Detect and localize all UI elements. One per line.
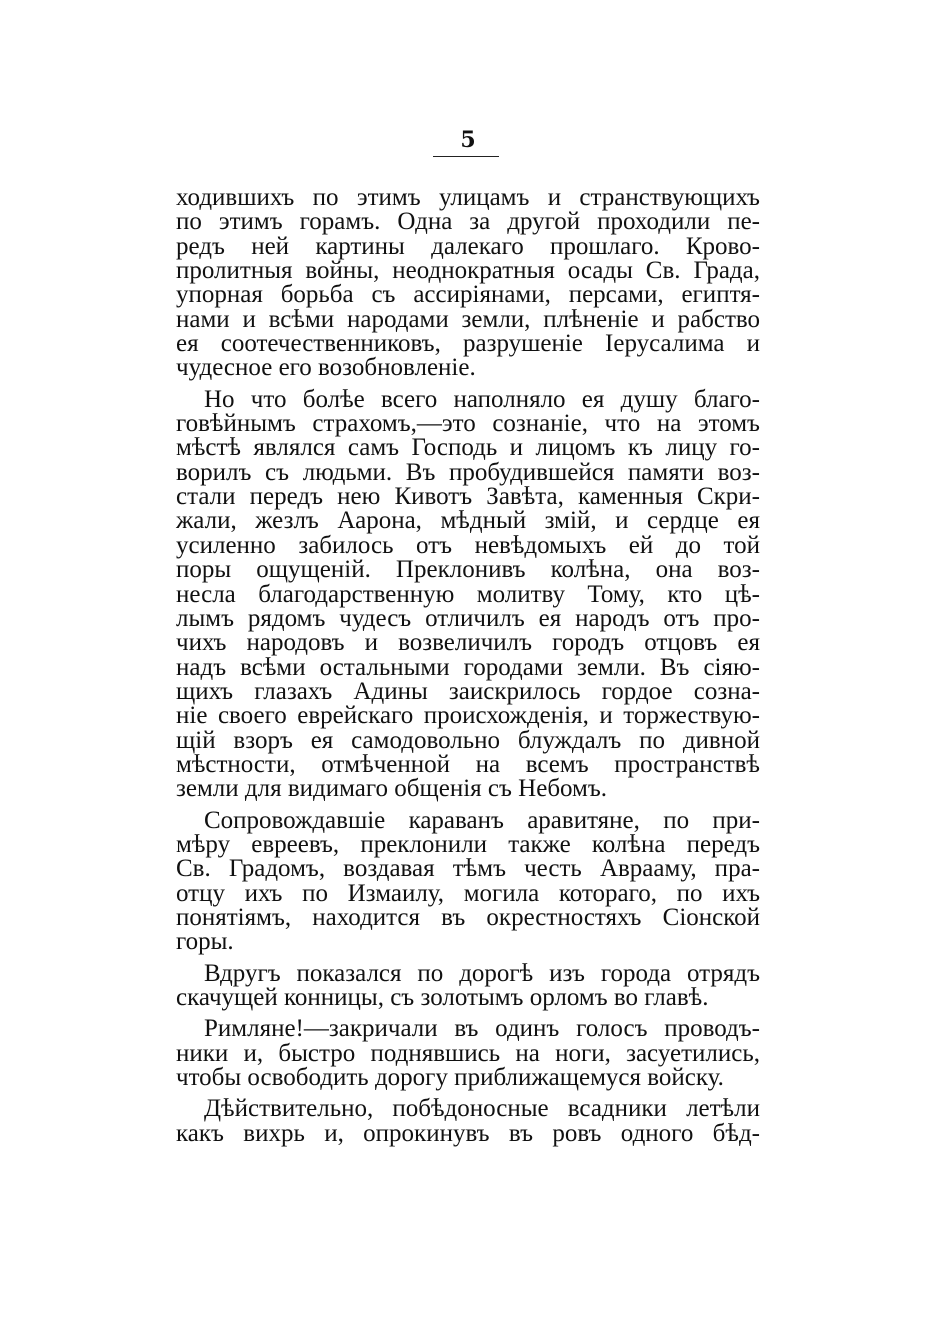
text-line: Римляне!—закричали въ одинъ голосъ проводъ-	[204, 1015, 760, 1043]
text-line: редъ ней картины далекаго прошлаго. Крово-	[176, 232, 760, 260]
paragraph	[176, 1017, 760, 1090]
text-line: чихъ народовъ и возвеличилъ городъ отцовъ ея	[176, 629, 760, 657]
text-line: мѣру евреевъ, преклонили также колѣна передъ	[176, 830, 760, 858]
body-text	[176, 186, 760, 1146]
text-line: скачущей конницы, съ золотымъ орломъ во главѣ.	[176, 984, 709, 1011]
paragraph	[176, 1097, 760, 1146]
text-line: Дѣйствительно, побѣдоносные всадники летѣли	[204, 1095, 760, 1123]
text-line: поры ощущеній. Преклонивъ колѣна, она воз-	[176, 556, 760, 584]
text-line: Св. Градомъ, воздавая тѣмъ честь Аврааму, пра-	[176, 855, 760, 883]
header-rule	[433, 156, 499, 157]
text-line: по этимъ горамъ. Одна за другой проходили пе-	[176, 208, 760, 236]
text-line: пролитныя войны, неоднократныя осады Св. Града,	[176, 257, 760, 285]
text-line: упорная борьба съ ассиріянами, персами, египтя-	[176, 281, 760, 309]
text-line: Сопровождавшіе караванъ аравитяне, по при-	[204, 806, 760, 834]
text-line: нами и всѣми народами земли, плѣненіе и рабство	[176, 305, 760, 333]
text-line: какъ вихрь и, опрокинувъ въ ровъ одного бѣд-	[176, 1119, 760, 1147]
text-line: ніе своего еврейскаго происхожденія, и торжествую-	[176, 702, 760, 730]
text-line: надъ всѣми остальными городами земли. Въ сіяю-	[176, 653, 760, 681]
text-line: жали, жезлъ Аарона, мѣдный змій, и сердце ея	[176, 507, 760, 535]
text-line: ея соотечественниковъ, разрушеніе Іерусалима и	[176, 330, 760, 358]
text-line: ники и, быстро поднявшись на ноги, засуетились,	[176, 1039, 760, 1067]
text-line: понятіямъ, находится въ окрестностяхъ Сіонской	[176, 903, 760, 931]
text-line: Но что болѣе всего наполняло ея душу благо-	[204, 385, 760, 413]
text-line: усиленно забилось отъ невѣдомыхъ ей до той	[176, 531, 760, 559]
paragraph	[176, 806, 760, 956]
text-line: земли для видимаго общенія съ Небомъ.	[176, 775, 608, 803]
text-line: говѣйнымъ страхомъ,—это сознаніе, что на этомъ	[176, 410, 760, 438]
text-line: отцу ихъ по Измаилу, могила котораго, по ихъ	[176, 879, 760, 907]
page-number: 5	[460, 127, 476, 153]
paragraph	[176, 385, 760, 803]
paragraph	[176, 186, 760, 381]
text-line: стали передъ нею Кивотъ Завѣта, каменныя Скри-	[176, 483, 760, 511]
text-line: несла благодарственную молитву Тому, кто цѣ-	[176, 580, 760, 608]
text-line: щій взоръ ея самодовольно блуждалъ по дивной	[176, 726, 760, 754]
text-line: горы.	[176, 928, 234, 956]
paragraph	[176, 959, 760, 1011]
text-line: мѣстѣ являлся самъ Господь и лицомъ къ лицу го-	[176, 434, 760, 462]
text-line: чудесное его возобновленіе.	[176, 354, 476, 382]
text-line: щихъ глазахъ Адины заискрилось гордое созна-	[176, 677, 760, 705]
text-line: ходившихъ по этимъ улицамъ и странствующихъ	[176, 184, 760, 211]
text-line: мѣстности, отмѣченной на всемъ пространствѣ	[176, 750, 760, 778]
text-line: Вдругъ показался по дорогѣ изъ города отрядъ	[204, 959, 760, 987]
text-line: ворилъ съ людьми. Въ пробудившейся памяти воз-	[176, 458, 760, 486]
text-line: лымъ рядомъ чудесъ отличилъ ея народъ отъ про-	[176, 604, 760, 632]
text-line: чтобы освободить дорогу приближащемуся войску.	[176, 1064, 724, 1092]
